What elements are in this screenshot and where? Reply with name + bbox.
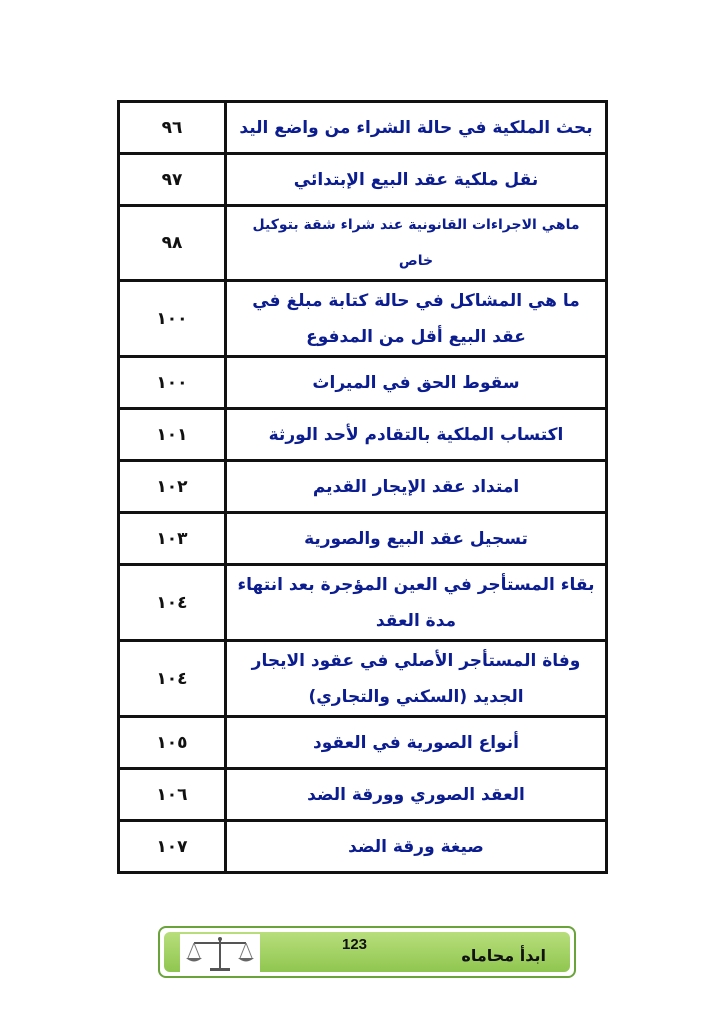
- footer-background: [164, 932, 570, 972]
- toc-row: [119, 281, 607, 357]
- toc-entry-title: العقد الصوري وورقة الضد: [226, 769, 607, 821]
- toc-entry-title: ما هي المشاكل في حالة كتابة مبلغ في عقد البيع أقل من المدفوع: [226, 281, 607, 357]
- toc-page-number: ١٠٠: [119, 281, 226, 357]
- toc-page-number: ١٠٦: [119, 769, 226, 821]
- toc-row: [119, 409, 607, 461]
- footer-brand: ابدأ محاماه: [461, 946, 546, 965]
- toc-entry-title: سقوط الحق في الميراث: [226, 357, 607, 409]
- toc-page-number: ٩٨: [119, 206, 226, 281]
- toc-page-number: ١٠٧: [119, 821, 226, 873]
- toc-entry-title: وفاة المستأجر الأصلي في عقود الايجار الجديد (السكني والتجاري): [226, 641, 607, 717]
- toc-entry-title: اكتساب الملكية بالتقادم لأحد الورثة: [226, 409, 607, 461]
- toc-row: [119, 206, 607, 281]
- toc-row: [119, 717, 607, 769]
- toc-row: [119, 102, 607, 154]
- toc-entry-title: نقل ملكية عقد البيع الإبتدائي: [226, 154, 607, 206]
- toc-page-number: ١٠١: [119, 409, 226, 461]
- toc-page-number: ١٠٠: [119, 357, 226, 409]
- scales-of-justice-icon: [180, 934, 260, 974]
- toc-entry-title: بحث الملكية في حالة الشراء من واضع اليد: [226, 102, 607, 154]
- toc-entry-title: تسجيل عقد البيع والصورية: [226, 513, 607, 565]
- toc-entry-title: ماهي الاجراءات القانونية عند شراء شقة بتوكيل خاص: [226, 206, 607, 281]
- toc-page-number: ٩٧: [119, 154, 226, 206]
- toc-entry-title: بقاء المستأجر في العين المؤجرة بعد انتهاء مدة العقد: [226, 565, 607, 641]
- toc-row: [119, 154, 607, 206]
- toc-table: [117, 100, 608, 874]
- toc-row: [119, 461, 607, 513]
- toc-row: [119, 357, 607, 409]
- toc-row: [119, 821, 607, 873]
- toc-page-number: ٩٦: [119, 102, 226, 154]
- toc-row: [119, 565, 607, 641]
- toc-page-number: ١٠٣: [119, 513, 226, 565]
- toc-entry-title: صيغة ورقة الضد: [226, 821, 607, 873]
- toc-page-number: ١٠٢: [119, 461, 226, 513]
- toc-row: [119, 641, 607, 717]
- toc-page-number: ١٠٤: [119, 565, 226, 641]
- toc-page-number: ١٠٥: [119, 717, 226, 769]
- toc-row: [119, 513, 607, 565]
- page-footer: [158, 926, 576, 978]
- page-number: 123: [342, 936, 368, 953]
- toc-row: [119, 769, 607, 821]
- toc-page-number: ١٠٤: [119, 641, 226, 717]
- toc-entry-title: امتداد عقد الإيجار القديم: [226, 461, 607, 513]
- toc-entry-title: أنواع الصورية في العقود: [226, 717, 607, 769]
